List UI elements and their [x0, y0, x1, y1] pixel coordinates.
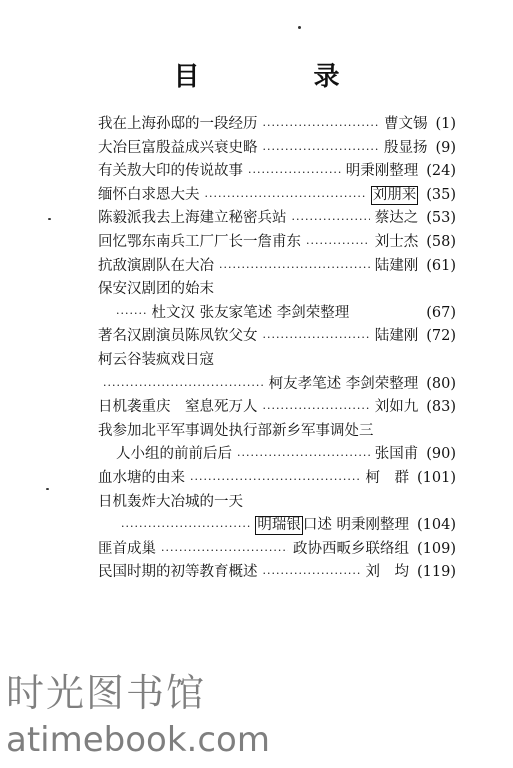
leader-dots-short: ·······: [116, 306, 148, 320]
leader-dots: [263, 113, 379, 137]
entry-author: 刘士杰: [374, 233, 419, 250]
entry-title: 我在上海孙邸的一段经历: [98, 116, 258, 132]
entry-author: 张国甫: [374, 446, 419, 463]
entry-author: 刘如九: [374, 399, 419, 416]
toc-entry[interactable]: [98, 231, 456, 255]
entry-page: (9): [435, 139, 456, 156]
entry-title: 有关敖大印的传说故事: [98, 163, 243, 180]
entry-author: 刘 均: [365, 564, 409, 581]
toc-entry-continuation[interactable]: [98, 373, 456, 397]
entry-page: (53): [426, 210, 456, 227]
toc-entry[interactable]: [98, 467, 456, 491]
entry-author: 陆建刚: [374, 257, 419, 274]
toc-entry-continuation[interactable]: [98, 302, 456, 326]
leader-dots: [292, 207, 370, 231]
leader-dots: [190, 467, 361, 491]
entry-title: 匪首成巢: [98, 540, 156, 557]
entry-author: 政协西畈乡联络组: [293, 540, 409, 557]
leader-dots: [205, 184, 366, 208]
toc-entry[interactable]: [98, 491, 456, 515]
scan-speck: [46, 488, 49, 490]
entry-page: (61): [426, 257, 456, 274]
entry-author: 柯 群: [365, 469, 409, 486]
entry-page: (119): [417, 564, 456, 581]
toc-entry[interactable]: [98, 349, 456, 373]
entry-title: 抗敌演剧队在大冶: [98, 257, 214, 274]
entry-narrator-boxed: 明瑞银: [257, 517, 301, 534]
watermark-line-1: 时光图书馆: [6, 671, 207, 715]
toc-entry[interactable]: [98, 325, 456, 349]
toc-entry[interactable]: [98, 255, 456, 279]
entry-author: 陆建刚: [374, 328, 419, 345]
entry-credits: 口述 明秉刚整理: [302, 517, 409, 534]
toc-entry[interactable]: [98, 538, 456, 562]
toc-entry[interactable]: [98, 420, 456, 444]
leader-dots: [263, 325, 370, 349]
entry-author: 殷显扬: [383, 139, 428, 156]
entry-title: 著名汉剧演员陈凤钦父女: [98, 328, 258, 345]
entry-title: 回忆鄂东南兵工厂厂长一詹甫东: [98, 233, 301, 250]
toc-entry-continuation[interactable]: [98, 443, 456, 467]
toc-entry[interactable]: [98, 160, 456, 184]
entry-page: (101): [417, 469, 456, 486]
toc-entry[interactable]: [98, 396, 456, 420]
entry-author: 明秉刚整理: [345, 163, 419, 180]
entry-title: 陈毅派我去上海建立秘密兵站: [98, 210, 287, 227]
entry-author: 曹文锡: [383, 116, 428, 132]
entry-page: (67): [426, 304, 456, 321]
entry-credits: 杜文汉 张友家笔述 李剑荣整理: [151, 304, 350, 321]
leader-dots: [161, 538, 288, 562]
entry-title: 民国时期的初等教育概述: [98, 564, 258, 581]
toc-entry[interactable]: [98, 561, 456, 585]
entry-page: (90): [426, 446, 456, 463]
leader-dots: [263, 561, 361, 585]
entry-title: 血水塘的由来: [98, 469, 185, 486]
entry-author: 蔡达之: [374, 210, 419, 227]
toc-entry[interactable]: [98, 207, 456, 231]
entry-page: (72): [426, 328, 456, 345]
entry-page: (24): [426, 163, 456, 180]
leader-dots: [248, 160, 341, 184]
scan-speck: [298, 26, 301, 29]
entry-page: (80): [426, 375, 456, 392]
entry-author-boxed: 刘朋来: [372, 187, 417, 204]
entry-credits: 柯友孝笔述 李剑荣整理: [268, 375, 419, 392]
entry-title: 日机袭重庆 窒息死万人: [98, 399, 258, 416]
entry-title: 保安汉剧团的始末: [98, 281, 214, 298]
toc-entry-continuation[interactable]: [98, 514, 456, 538]
leader-dots: [263, 137, 379, 161]
entry-title: 柯云谷装疯戏日寇: [98, 351, 214, 368]
page-title: 目 录: [173, 62, 384, 92]
entry-title-continued: 人小组的前前后后: [116, 446, 232, 463]
entry-page: (35): [426, 186, 456, 203]
entry-page: (104): [417, 517, 456, 534]
entry-page: (58): [426, 233, 456, 250]
entry-page: (83): [426, 399, 456, 416]
leader-dots: [263, 396, 370, 420]
entry-title: 缅怀白求恩大夫: [98, 186, 200, 203]
entry-page: (1): [435, 116, 456, 132]
entry-title: 大冶巨富殷益成兴衰史略: [98, 139, 258, 156]
leader-dots: [103, 373, 264, 397]
watermark-line-2: atimebook.com: [6, 720, 270, 760]
leader-dots: [219, 255, 370, 279]
leader-dots: [121, 514, 250, 538]
leader-dots: [306, 231, 370, 255]
table-of-contents: [98, 113, 456, 585]
toc-entry[interactable]: [98, 184, 456, 208]
scan-speck: [48, 218, 51, 220]
toc-entry[interactable]: [98, 113, 456, 137]
entry-page: (109): [417, 540, 456, 557]
toc-entry[interactable]: [98, 137, 456, 161]
toc-entry[interactable]: [98, 278, 456, 302]
entry-title: 我参加北平军事调处执行部新乡军事调处三: [98, 422, 374, 439]
entry-title: 日机轰炸大冶城的一天: [98, 493, 243, 510]
leader-dots: [237, 443, 370, 467]
